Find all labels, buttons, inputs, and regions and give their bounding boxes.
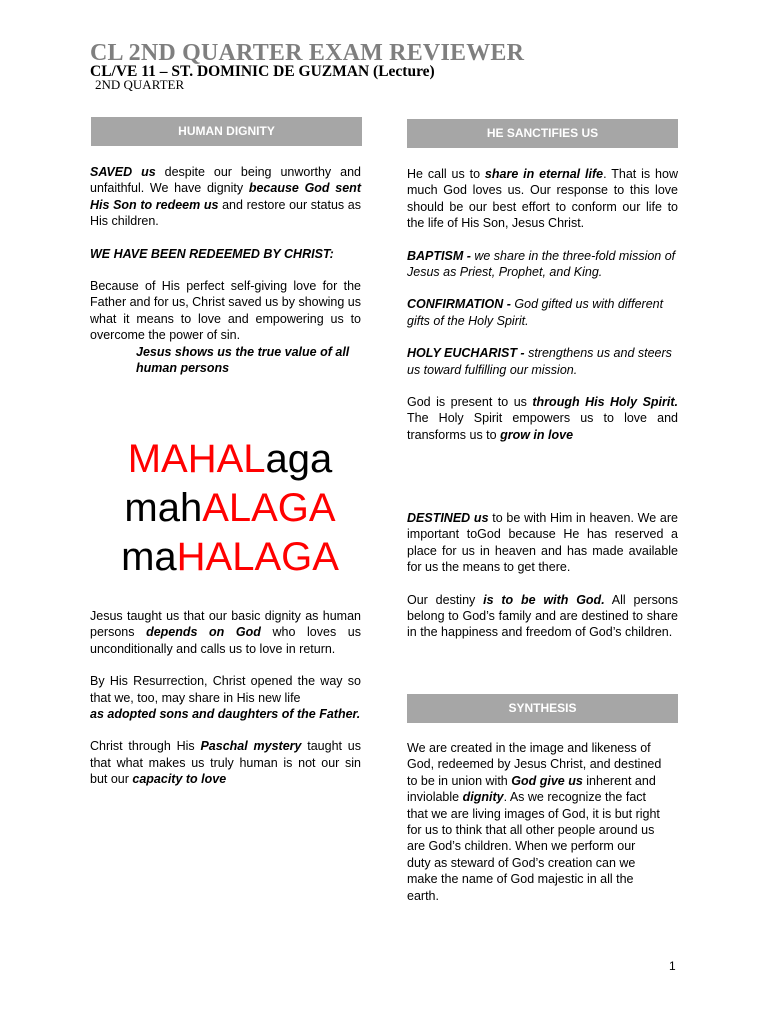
eternal-life-paragraph: He call us to share in eternal life. That is how much God loves us. Our response to this love should be our best effort to conform our life to the life of His Son, Jesus Christ. [407,167,678,231]
holy-eucharist-paragraph: HOLY EUCHARIST - strengthens us and steers us toward fulfilling our mission. [407,346,672,377]
paschal-mystery-paragraph: Christ through His Paschal mystery taught us that what makes us truly human is not our sin but our capacity to love [90,739,362,787]
confirmation-paragraph: CONFIRMATION - God gifted us with different gifts of the Holy Spirit. [407,297,664,328]
baptism-paragraph: BAPTISM - we share in the three-fold mission of Jesus as Priest, Prophet, and King. [407,248,676,280]
basic-dignity-paragraph: Jesus taught us that our basic dignity as human persons depends on God who loves us unconditionally and calls us to love in return. [90,609,361,656]
course-subtitle: CL/VE 11 – ST. DOMINIC DE GUZMAN (Lecture) [90,63,435,80]
true-value-quote: Jesus shows us the true value of all human persons [136,344,350,376]
left-column-bottom [90,608,361,804]
self-giving-love-paragraph: Because of His perfect self-giving love for the Father and for us, Christ saved us by showing us what it means to love and empowering us to overcome the power of sin. [90,279,361,343]
right-column-top [407,166,678,459]
quarter-label: 2ND QUARTER [95,77,185,92]
synthesis-paragraph: We are created in the image and likeness of God, redeemed by Jesus Christ, and destined to be in union with God give us inherent and inviolable dignity. As we recognize the fact that we are living images of God, it is but right for us to think that all other people around us are God’s children. When we perform our duty as steward of God’s creation can we make the name of God majestic in all the earth. [407,741,662,903]
redeemed-heading: WE HAVE BEEN REDEEMED BY CHRIST: [90,246,334,261]
wordplay-line-3: maHALAGA [121,535,339,579]
right-column-middle [407,510,678,657]
he-sanctifies-us-banner: HE SANCTIFIES US [407,119,678,148]
page-title: CL 2ND QUARTER EXAM REVIEWER [90,40,525,66]
destined-paragraph: DESTINED us to be with Him in heaven. We are important toGod because He has reserved a place for us in heaven and has made available for us the means to get there. [407,511,678,575]
page-number: 1 [669,959,676,973]
saved-us-paragraph: SAVED us despite our being unworthy and unfaithful. We have dignity because God sent His Son to redeem us and restore our status as His children. [90,165,361,229]
holy-spirit-paragraph: God is present to us through His Holy Spirit. The Holy Spirit empowers us to love and transforms us to grow in love [407,395,678,442]
human-dignity-banner: HUMAN DIGNITY [91,117,362,146]
synthesis-banner: SYNTHESIS [407,694,678,723]
left-column-top [90,164,361,376]
mahalaga-wordplay [110,435,350,582]
wordplay-line-1: MAHALaga [127,437,333,481]
resurrection-paragraph: By His Resurrection, Christ opened the way so that we, too, may share in His new life as adopted sons and daughters of the Father. [90,674,361,722]
synthesis-column [407,740,662,920]
destiny-paragraph: Our destiny is to be with God. All persons belong to God’s family and are destined to share in the happiness and freedom of God’s children. [407,592,678,640]
wordplay-line-2: mahALAGA [124,486,336,530]
